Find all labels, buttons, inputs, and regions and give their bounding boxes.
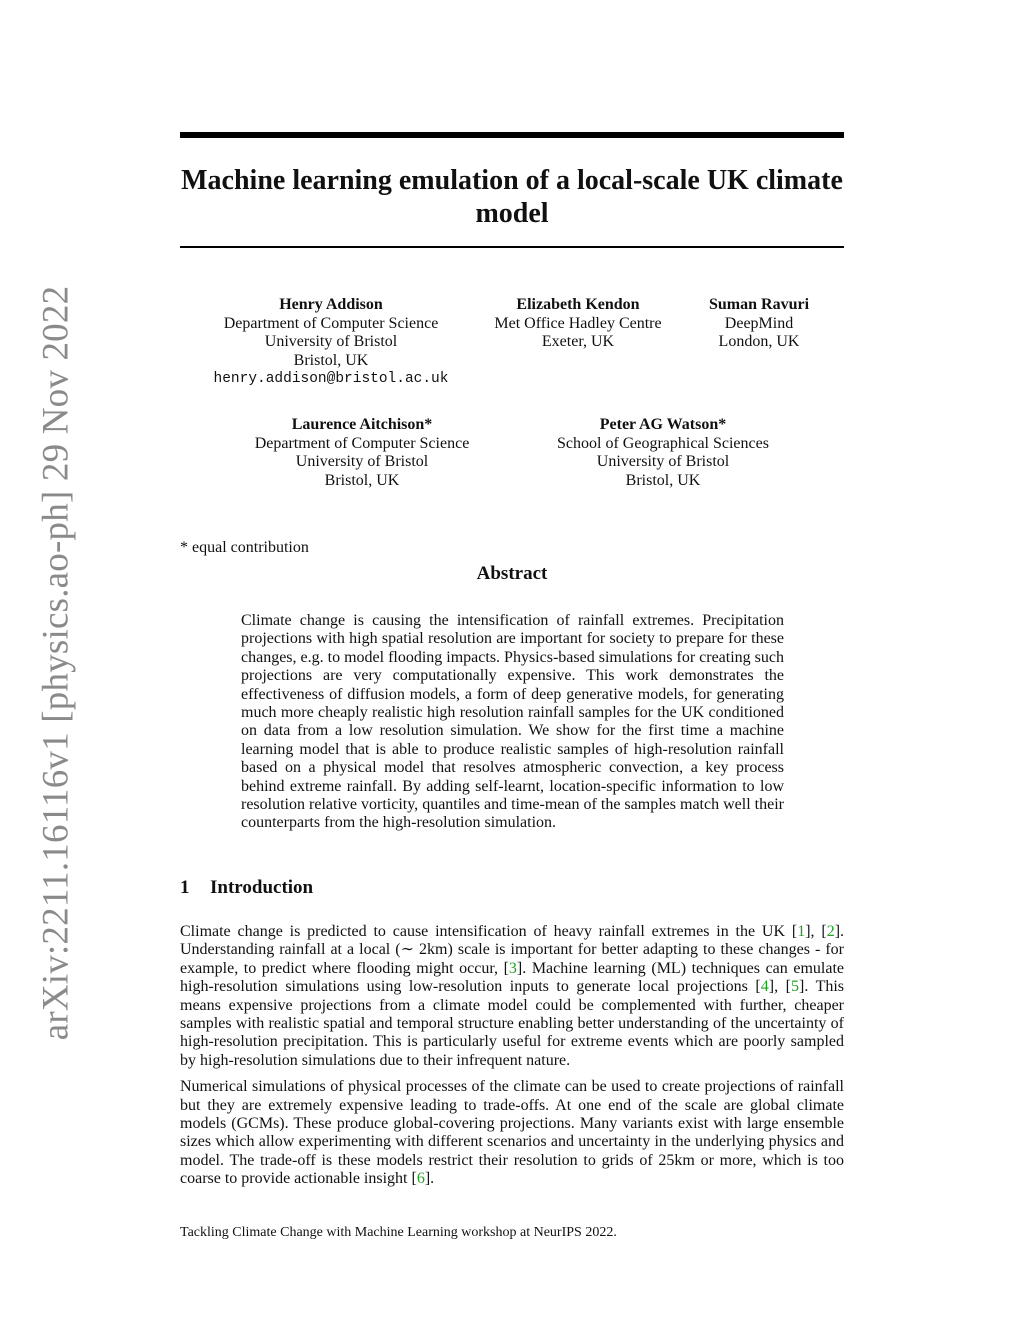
author-affiliation: University of Bristol	[295, 453, 429, 470]
author-name: Laurence Aitchison*	[291, 416, 433, 433]
author-block	[694, 296, 824, 352]
equal-contribution-note: * equal contribution	[180, 539, 309, 556]
author-name: Suman Ravuri	[708, 296, 810, 313]
citation-link[interactable]: 5	[790, 978, 799, 996]
author-name: Elizabeth Kendon	[516, 296, 640, 313]
citation-link[interactable]: 4	[760, 978, 769, 996]
abstract-heading: Abstract	[476, 563, 548, 584]
page-footer-note: Tackling Climate Change with Machine Learning workshop at NeurIPS 2022.	[180, 1225, 617, 1240]
abstract-text: Climate change is causing the intensification of rainfall extremes. Precipitation projections with high spatial resolution are important for society to prepare for these changes, e.g. to model flooding impacts. Physics-based simulations for creating such projections are very computationally expensive. This work demonstrates the effectiveness of diffusion models, a form of deep generative models, for generating much more cheaply realistic high resolution rainfall samples for the UK conditioned on data from a low resolution simulation. We show for the first time a machine learning model that is able to produce realistic samples of high-resolution rainfall based on a physical model that resolves atmospheric convection, a key process behind extreme rainfall. By adding self-learnt, location-specific information to low resolution relative vorticity, quantiles and time-mean of the samples match well their counterparts from the high-resolution simulation.	[241, 612, 784, 832]
author-affiliation: London, UK	[718, 333, 800, 350]
author-name: Peter AG Watson*	[599, 416, 727, 433]
author-affiliation: School of Geographical Sciences	[557, 434, 769, 452]
body-paragraph	[180, 1078, 844, 1188]
arxiv-identifier-stamp: arXiv:2211.16116v1 [physics.ao-ph] 29 Nov 2022	[35, 285, 77, 1041]
citation-link[interactable]: 2	[826, 923, 835, 940]
paragraph-text: ], [	[805, 923, 827, 940]
author-email[interactable]: henry.addison@bristol.ac.uk	[213, 371, 449, 387]
author-affiliation: University of Bristol	[264, 333, 398, 350]
author-block	[478, 296, 678, 352]
citation-link[interactable]: 1	[797, 923, 806, 940]
body-paragraph	[180, 923, 844, 1070]
author-affiliation: DeepMind	[724, 314, 794, 332]
paper-title: Machine learning emulation of a local-scale UK climate model	[181, 165, 843, 229]
title-bottom-rule	[180, 246, 844, 248]
author-affiliation: Department of Computer Science	[254, 434, 470, 452]
author-affiliation: Met Office Hadley Centre	[494, 314, 662, 332]
paragraph-text: ].	[424, 1170, 435, 1188]
author-block	[206, 296, 456, 389]
author-affiliation: University of Bristol	[596, 453, 730, 470]
author-affiliation: Bristol, UK	[625, 471, 701, 489]
title-top-rule	[180, 132, 844, 138]
paragraph-text: ], [	[768, 978, 791, 996]
author-block	[237, 416, 487, 490]
paragraph-text: ]. Machine learning (ML) techniques can emulate high-resolution simulations using low-resolution inputs to generate local projections [	[180, 959, 844, 996]
author-name: Henry Addison	[279, 296, 383, 313]
citation-link[interactable]: 3	[508, 959, 517, 977]
section-heading	[180, 877, 313, 899]
section-title: Introduction	[210, 877, 314, 898]
author-block	[538, 416, 788, 490]
paragraph-text: ]. This means expensive projections from a climate model could be complemented with further, cheaper samples with realistic spatial and temporal structure enabling better understanding of the uncertainty of high-resolution precipitation. This is particularly useful for extreme events which are poorly sampled by high-resolution simulations due to their infrequent nature.	[180, 978, 845, 1069]
paragraph-text: Climate change is predicted to cause intensification of heavy rainfall extremes in the UK [	[180, 923, 798, 940]
paragraph-text: Numerical simulations of physical processes of the climate can be used to create projections of rainfall but they are extremely expensive leading to trade-offs. At one end of the scale are global climate models (GCMs). These produce global-covering projections. Many variants exist with large ensemble sizes which allow experimenting with different scenarios and uncertainty in the underlying physics and model. The trade-off is these models restrict their resolution to grids of 25km or more, which is too coarse to provide actionable insight [	[180, 1078, 844, 1188]
paragraph-text: ]. Understanding rainfall at a local (∼ 2km) scale is important for better adapting to these changes - for example, to predict where flooding might occur, [	[180, 923, 845, 977]
citation-link[interactable]: 6	[416, 1170, 425, 1188]
author-affiliation: Bristol, UK	[324, 471, 400, 489]
author-affiliation: Exeter, UK	[541, 333, 615, 350]
section-number: 1	[180, 877, 190, 898]
introduction-body	[180, 923, 844, 1197]
author-affiliation: Bristol, UK	[293, 351, 369, 369]
author-affiliation: Department of Computer Science	[223, 314, 439, 332]
